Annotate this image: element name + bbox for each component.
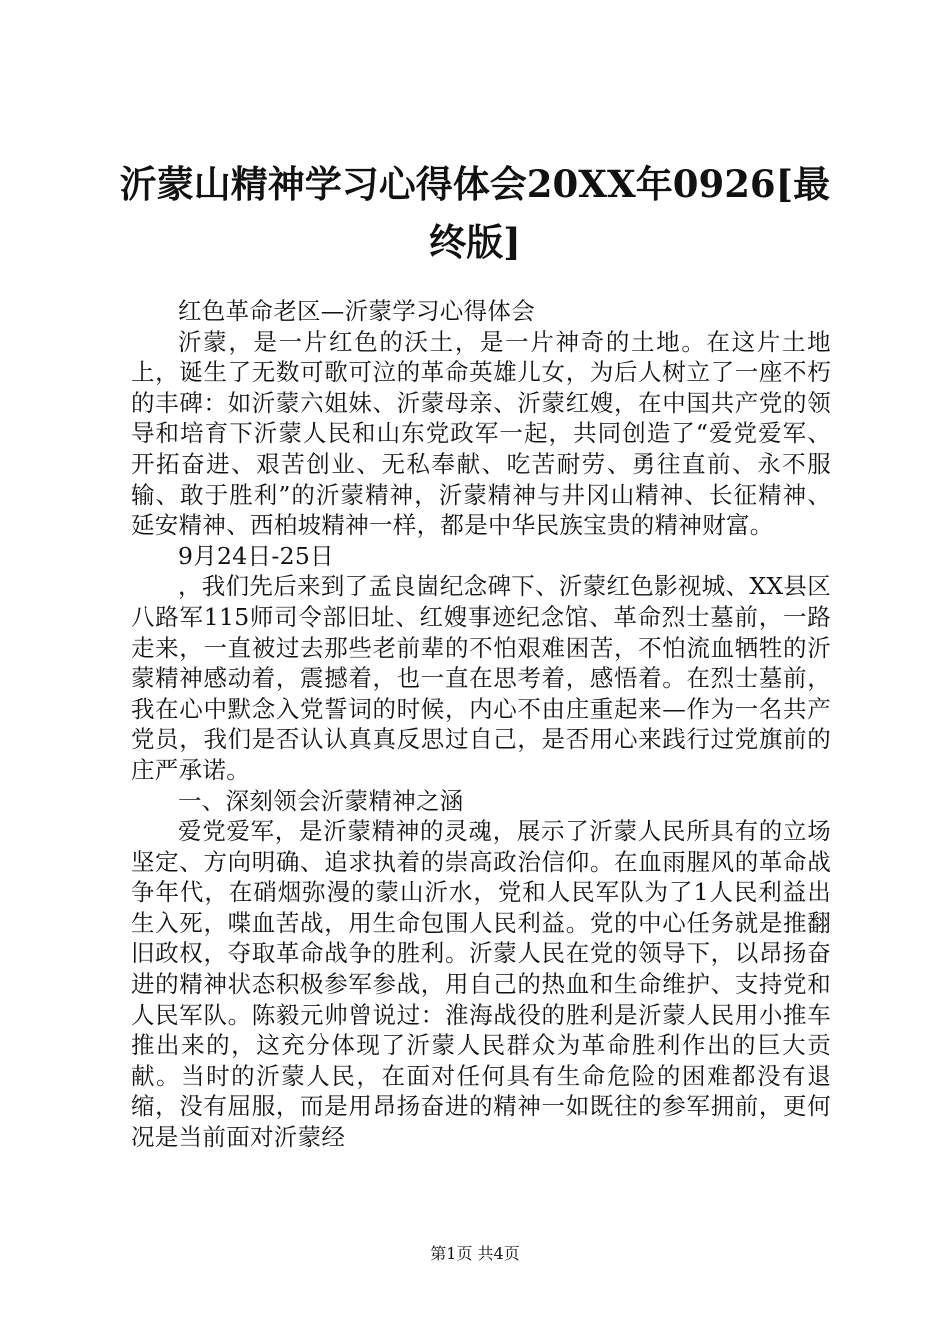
date-paragraph: 9月24日-25日 — [178, 541, 334, 570]
body-paragraph: 爱党爱军，是沂蒙精神的灵魂，展示了沂蒙人民所具有的立场坚定、方向明确、追求执着的崇高政治信仰。在血雨腥风的革命战争年代，在硝烟弥漫的蒙山沂水，党和人民军队为了1人民利益出生入死，喋血苦战，用生命包围人民利益。党的中心任务就是推翻旧政权，夺取革命战争的胜利。沂蒙人民在党的领导下，以昂扬奋进的精神状态积极参军参战，用自己的热血和生命维护、支持党和人民军队。陈毅元帅曾说过：淮海战役的胜利是沂蒙人民用小推车推出来的，这充分体现了沂蒙人民群众为革命胜利作出的巨大贡献。当时的沂蒙人民，在面对任何具有生命危险的困难都没有退缩，没有屈服，而是用昂扬奋进的精神一如既往的参军拥前，更何况是当前面对沂蒙经 — [131, 817, 831, 1152]
section-heading: 一、深刻领会沂蒙精神之涵 — [178, 786, 464, 815]
document-body — [131, 296, 831, 1153]
document-title: 沂蒙山精神学习心得体会20XX年0926[最终版] — [119, 162, 831, 264]
page-footer: 第1页 共4页 — [430, 1244, 520, 1263]
body-paragraph: ，我们先后来到了孟良崮纪念碑下、沂蒙红色影视城、XX县区八路军115师司令部旧址、红嫂事迹纪念馆、革命烈士墓前，一路走来，一直被过去那些老前辈的不怕艰难困苦，不怕流血牺牲的沂蒙精神感动着，震撼着，也一直在思考着，感悟着。在烈士墓前，我在心中默念入党誓词的时候，内心不由庄重起来—作为一名共产党员，我们是否认认真真反思过自己，是否用心来践行过党旗前的庄严承诺。 — [131, 572, 831, 784]
body-paragraph: 沂蒙，是一片红色的沃土，是一片神奇的土地。在这片土地上，诞生了无数可歌可泣的革命英雄儿女，为后人树立了一座不朽的丰碑：如沂蒙六姐妹、沂蒙母亲、沂蒙红嫂，在中国共产党的领导和培育下沂蒙人民和山东党政军一起，共同创造了“爱党爱军、开拓奋进、艰苦创业、无私奉献、吃苦耐劳、勇往直前、永不服输、敢于胜利”的沂蒙精神，沂蒙精神与井冈山精神、长征精神、延安精神、西柏坡精神一样，都是中华民族宝贵的精神财富。 — [131, 327, 831, 540]
subtitle-paragraph: 红色革命老区—沂蒙学习心得体会 — [178, 297, 535, 325]
